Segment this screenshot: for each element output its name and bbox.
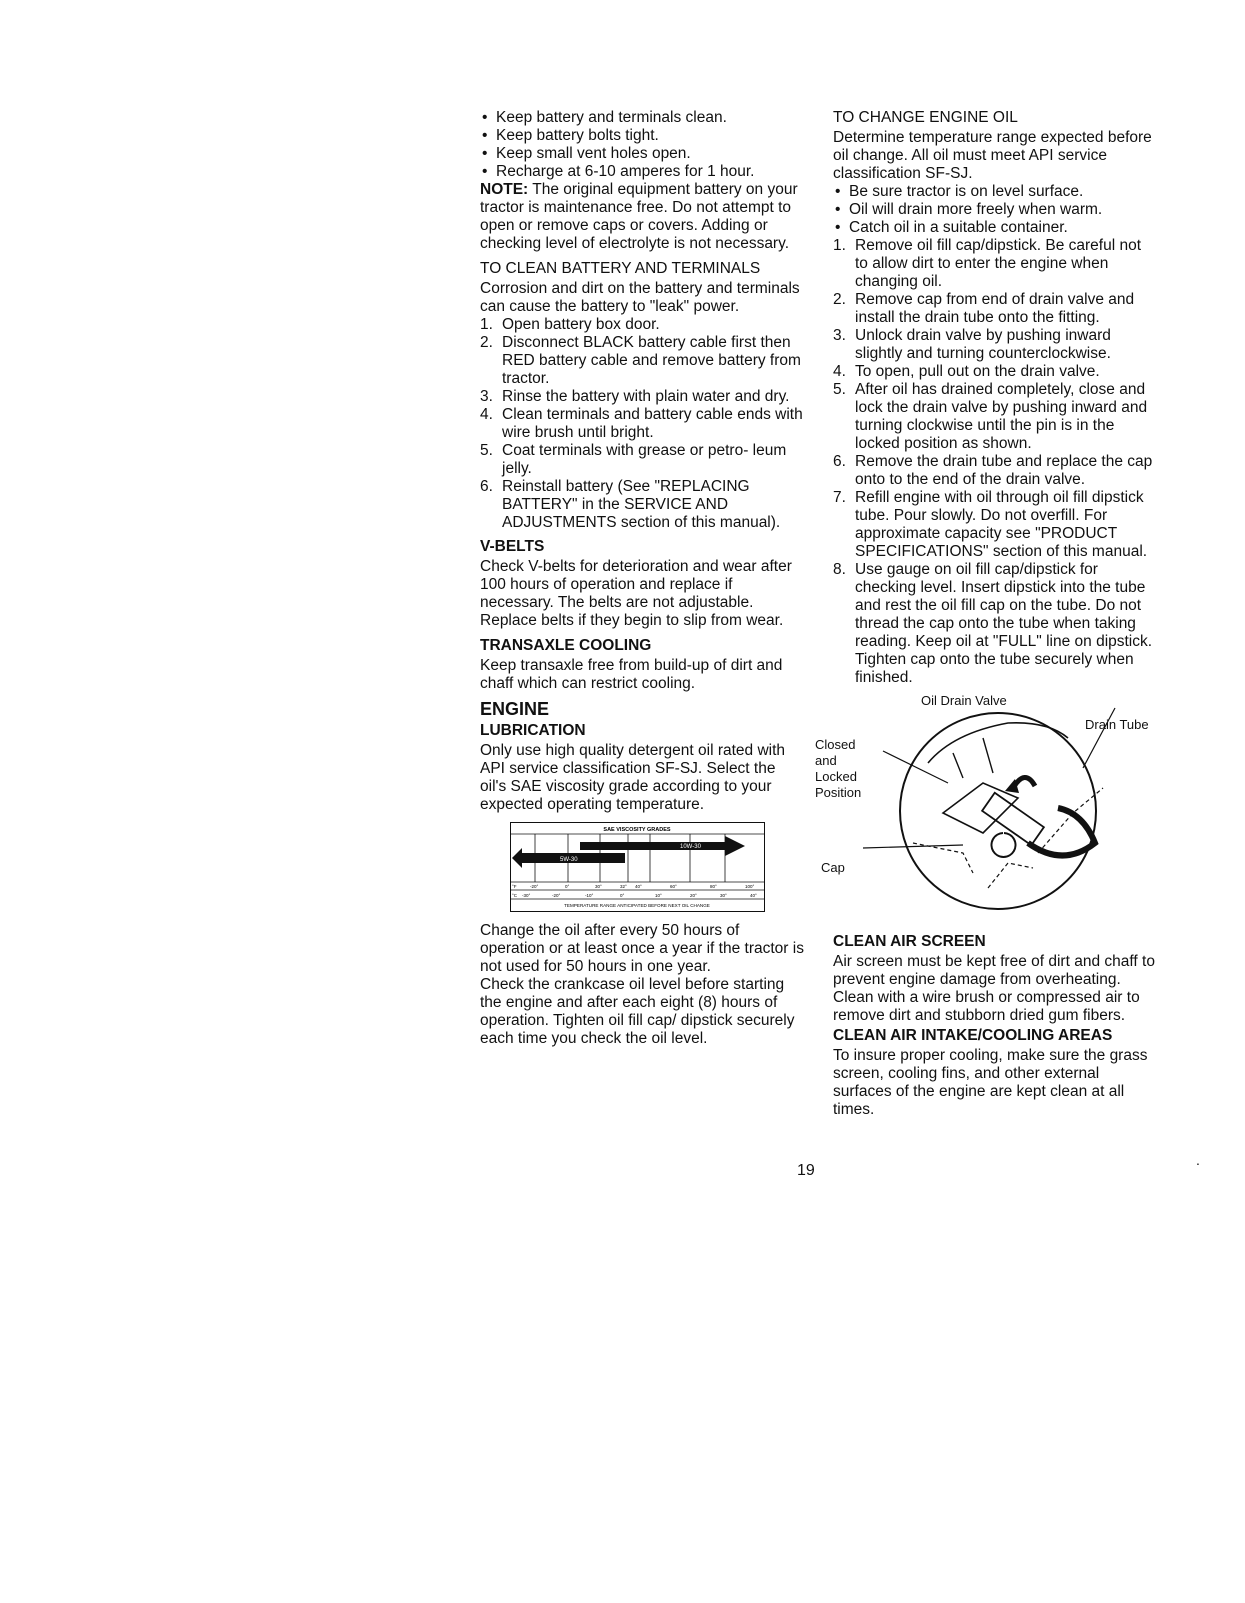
list-item: 1. Remove oil fill cap/dipstick. Be careful not to allow dirt to enter the engine when changing oil. [833,237,1142,290]
check-oil-text: Check the crankcase oil level before starting the engine and after each eight (8) hours of operation. Tighten oil fill cap/ dipstick securely each time you check the oil level. [480,976,795,1047]
list-item: 7. Refill engine with oil through oil fill dipstick tube. Pour slowly. Do not overfill. For approximate capacity see "PRODUCT SPECIFICATIONS" section of this manual. [833,489,1148,560]
list-item: • Be sure tractor is on level surface. [833,183,1158,201]
tick-label: 60° [670,884,677,889]
drain-tube-label: Drain Tube [1085,717,1149,732]
note-text: The original equipment battery on your tractor is maintenance free. Do not attempt to open or remove caps or covers. Adding or checking level of electrolyte is not necessary. [480,181,798,252]
list-item: 5. After oil has drained completely, close and lock the drain valve by pushing inward and turning clockwise until the pin is in the locked position as shown. [833,381,1148,452]
tick-label: -20° [552,893,561,898]
figure-title: Oil Drain Valve [921,693,1007,708]
right-column [815,109,1158,1126]
change-oil-bullets [833,183,1158,237]
closed-label: Closed [815,737,856,752]
tick-label: 40° [750,893,757,898]
transaxle-heading: TRANSAXLE COOLING [480,637,652,654]
cap-label: Cap [821,860,845,875]
tick-label: 30° [595,884,602,889]
list-item: • Keep battery and terminals clean. [480,109,805,127]
and-label: and [815,753,837,768]
list-item: 3. Unlock drain valve by pushing inward slightly and turning counterclockwise. [833,327,1111,362]
clean-air-screen-text: Air screen must be kept free of dirt and chaff to prevent engine damage from overheating. Clean with a wire brush or compressed air to remove dirt and stubborn dried gum fibers. [833,953,1155,1024]
list-item: 3. Rinse the battery with plain water and dry. [480,388,790,405]
edge-mark: . [1196,1152,1200,1168]
c-unit-label: °C [512,893,518,898]
list-item: 2. Disconnect BLACK battery cable first then RED battery cable and remove battery from tractor. [480,334,801,387]
tick-label: 0° [565,884,570,889]
lubrication-heading: LUBRICATION [480,722,586,739]
change-oil-text: Change the oil after every 50 hours of operation or at least once a year if the tractor is not used for 50 hours in one year. [480,922,804,975]
list-item: 1. Open battery box door. [480,316,660,333]
list-item: 6. Remove the drain tube and replace the cap onto to the end of the drain valve. [833,453,1153,488]
note-paragraph [480,181,805,253]
list-item: 4. To open, pull out on the drain valve. [833,363,1100,380]
tick-label: 20° [690,893,697,898]
left-column [480,109,805,1055]
vbelts-heading: V-BELTS [480,538,545,555]
tick-label: -30° [522,893,531,898]
tick-label: 40° [635,884,642,889]
tick-label: 30° [720,893,727,898]
tick-label: 0° [620,893,625,898]
tick-label: -20° [530,884,539,889]
grade-10w30-label: 10W-30 [680,844,701,850]
clean-battery-heading: TO CLEAN BATTERY AND TERMINALS [480,260,761,277]
tick-label: 10° [655,893,662,898]
list-item: • Catch oil in a suitable container. [833,219,1158,237]
engine-heading: ENGINE [480,699,550,719]
list-item: 5. Coat terminals with grease or petro- leum jelly. [480,442,787,477]
change-oil-intro: Determine temperature range expected before oil change. All oil must meet API service classification SF-SJ. [833,129,1152,182]
change-engine-oil-heading: TO CHANGE ENGINE OIL [833,109,1018,126]
list-item: • Oil will drain more freely when warm. [833,201,1158,219]
f-unit-label: °F [512,884,517,889]
vbelts-text: Check V-belts for deterioration and wear after 100 hours of operation and replace if necessary. The belts are not adjustable. Replace belts if they begin to slip from wear. [480,558,792,629]
tick-label: -10° [585,893,594,898]
change-oil-steps [833,237,1158,687]
clean-air-screen-heading: CLEAN AIR SCREEN [833,933,986,950]
position-label: Position [815,785,862,800]
clean-battery-intro: Corrosion and dirt on the battery and terminals can cause the battery to "leak" power. [480,280,800,315]
clean-air-intake-text: To insure proper cooling, make sure the grass screen, cooling fins, and other external surfaces of the engine are kept clean at all times. [833,1047,1148,1118]
chart-title: SAE VISCOSITY GRADES [603,827,671,833]
note-label: NOTE: [480,181,529,198]
transaxle-text: Keep transaxle free from build-up of dirt and chaff which can restrict cooling. [480,657,783,692]
list-item: • Keep battery bolts tight. [480,127,805,145]
list-item: 8. Use gauge on oil fill cap/dipstick for checking level. Insert dipstick into the tube and rest the oil fill cap on the tube. Do not thread the cap onto the tube when taking reading. Keep oil at "FULL" line on dipstick. Tighten cap onto the tube securely when finished. [833,561,1153,686]
list-item: 2. Remove cap from end of drain valve and install the drain tube onto the fitting. [833,291,1135,326]
chart-footer: TEMPERATURE RANGE ANTICIPATED BEFORE NEXT OIL CHANGE [564,903,710,908]
battery-tips-list [480,109,805,181]
locked-label: Locked [815,769,857,784]
grade-5w30-label: 5W-30 [560,857,578,863]
tick-label: 100° [745,884,755,889]
clean-battery-steps [480,316,805,532]
page-number: 19 [797,1162,815,1179]
list-item: • Keep small vent holes open. [480,145,805,163]
viscosity-chart [510,822,765,912]
clean-air-intake-heading: CLEAN AIR INTAKE/COOLING AREAS [833,1027,1113,1044]
tick-label: 32° [620,884,627,889]
lubrication-text: Only use high quality detergent oil rated with API service classification SF-SJ. Select the oil's SAE viscosity grade according to your expected operating temperature. [480,742,786,813]
list-item: 6. Reinstall battery (See "REPLACING BATTERY" in the SERVICE AND ADJUSTMENTS section of this manual). [480,478,781,531]
oil-drain-valve-figure [815,693,1153,923]
list-item: • Recharge at 6-10 amperes for 1 hour. [480,163,805,181]
list-item: 4. Clean terminals and battery cable ends with wire brush until bright. [480,406,803,441]
tick-label: 80° [710,884,717,889]
